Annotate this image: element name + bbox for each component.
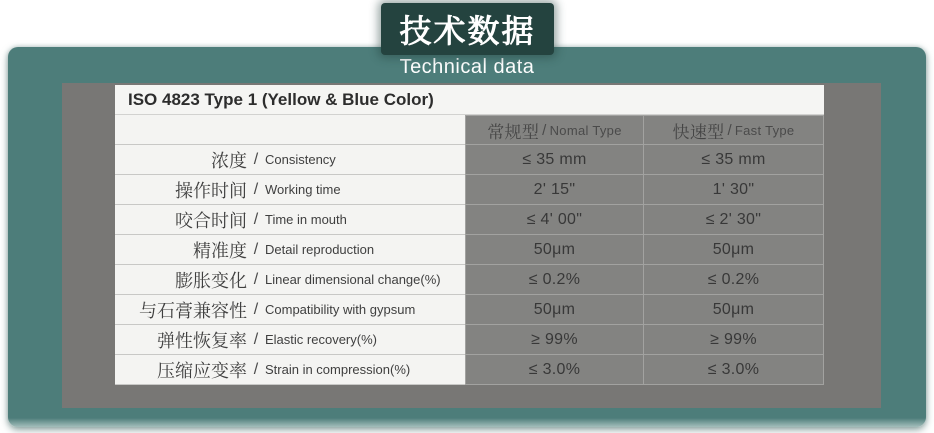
row-label: [115, 325, 465, 355]
row-label-separator: /: [253, 180, 259, 198]
column-header-fast-en: Fast Type: [734, 122, 795, 138]
cell-fast-type: ≥ 99%: [644, 325, 824, 355]
table-row-linear-dimensional-change: [115, 265, 824, 295]
row-label-separator: /: [253, 360, 259, 378]
row-label: [115, 145, 465, 175]
cell-normal-type: ≤ 3.0%: [465, 355, 644, 385]
cell-normal-type: ≤ 4' 00": [465, 205, 644, 235]
row-label-cn: 弹性恢复率: [157, 330, 247, 351]
title-box: [381, 3, 554, 55]
column-header-separator: /: [542, 121, 547, 139]
cell-normal-type: 2' 15": [465, 175, 644, 205]
row-label-separator: /: [253, 240, 259, 258]
cell-normal-type: 50μm: [465, 235, 644, 265]
row-label-en: Detail reproduction: [265, 242, 375, 257]
column-header-normal-cn: 常规型: [487, 122, 540, 142]
cell-fast-type: ≤ 35 mm: [644, 145, 824, 175]
row-label-separator: /: [253, 150, 259, 168]
cell-fast-type: 1' 30": [644, 175, 824, 205]
row-label: [115, 295, 465, 325]
row-label-separator: /: [253, 210, 259, 228]
row-label-cn: 浓度: [211, 150, 247, 171]
table-row-working-time: [115, 175, 824, 205]
cell-fast-type: 50μm: [644, 295, 824, 325]
row-label-separator: /: [253, 270, 259, 288]
row-label-en: Consistency: [265, 152, 336, 167]
cell-normal-type: ≥ 99%: [465, 325, 644, 355]
page-title-english: Technical data: [399, 56, 535, 78]
row-label-en: Linear dimensional change(%): [265, 272, 441, 287]
row-label-en: Time in mouth: [265, 212, 347, 227]
row-label-cn: 操作时间: [175, 180, 247, 201]
table-row-compatibility-with-gypsum: [115, 295, 824, 325]
row-label-cn: 与石膏兼容性: [139, 300, 247, 321]
column-header-normal-en: Nomal Type: [549, 122, 622, 138]
row-label-en: Working time: [265, 182, 341, 197]
column-header-empty-cell: [115, 115, 465, 145]
row-label: [115, 355, 465, 385]
iso-standard-header: ISO 4823 Type 1 (Yellow & Blue Color): [115, 85, 824, 115]
column-header-fast-cn: 快速型: [672, 122, 725, 142]
cell-fast-type: ≤ 2' 30": [644, 205, 824, 235]
table-row-detail-reproduction: [115, 235, 824, 265]
row-label-cn: 精准度: [193, 240, 247, 261]
cell-normal-type: 50μm: [465, 295, 644, 325]
cell-normal-type: ≤ 35 mm: [465, 145, 644, 175]
cell-fast-type: ≤ 3.0%: [644, 355, 824, 385]
row-label-cn: 膨胀变化: [175, 270, 247, 291]
row-label-en: Compatibility with gypsum: [265, 302, 416, 317]
row-label-cn: 压缩应变率: [157, 360, 247, 381]
cell-normal-type: ≤ 0.2%: [465, 265, 644, 295]
column-header-row: [115, 115, 824, 145]
row-label-separator: /: [253, 300, 259, 318]
cell-fast-type: 50μm: [644, 235, 824, 265]
row-label-en: Elastic recovery(%): [265, 332, 377, 347]
row-label-en: Strain in compression(%): [265, 362, 411, 377]
row-label-separator: /: [253, 330, 259, 348]
row-label: [115, 235, 465, 265]
cell-fast-type: ≤ 0.2%: [644, 265, 824, 295]
page-title-chinese: 技术数据: [399, 13, 536, 49]
table-row-strain-in-compression: [115, 355, 824, 385]
table-inner: [115, 85, 824, 385]
table-row-time-in-mouth: [115, 205, 824, 235]
column-header-separator: /: [727, 121, 732, 139]
row-label: [115, 175, 465, 205]
column-header-fast-type: [644, 115, 824, 145]
row-label-cn: 咬合时间: [175, 210, 247, 231]
row-label: [115, 205, 465, 235]
technical-data-table: [62, 83, 881, 408]
column-header-normal-type: [465, 115, 644, 145]
row-label: [115, 265, 465, 295]
table-row-consistency: [115, 145, 824, 175]
table-row-elastic-recovery: [115, 325, 824, 355]
